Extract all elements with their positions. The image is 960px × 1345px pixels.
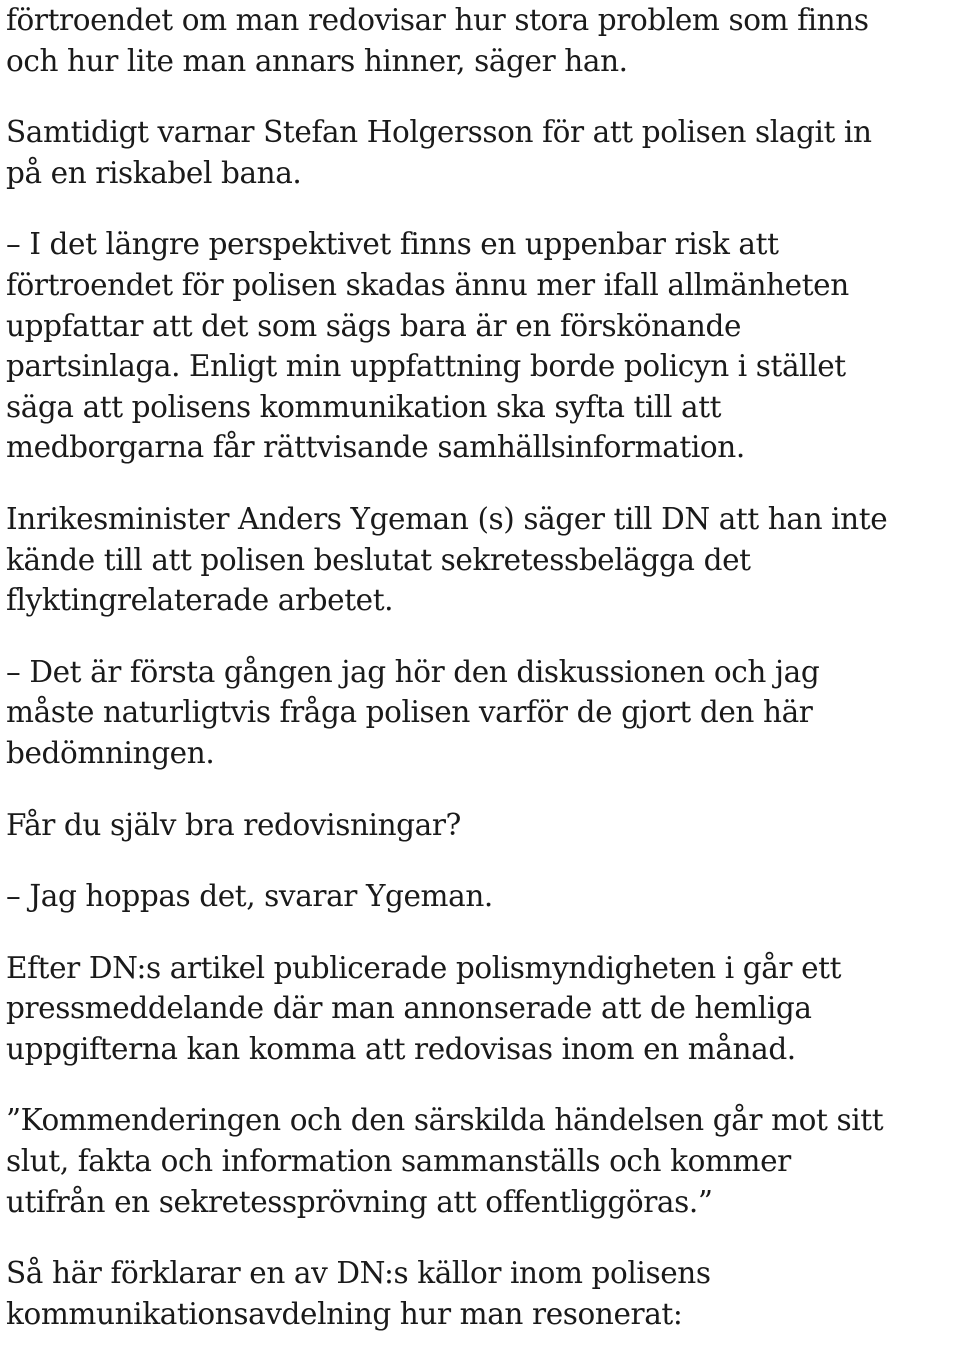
paragraph-spacer <box>6 917 956 948</box>
interview-question: Får du själv bra redovisningar? <box>6 807 461 842</box>
quote-paragraph-holgersson: – I det längre perspektivet finns en uppenbar risk att förtroendet för polisen skadas ännu mer ifall allmänheten uppfattar att det som sägs bara är en förskönande partsinlaga. Enligt min uppfattning borde policyn i stället säga att polisens kommunikation ska syfta till att medborgarna får rättvisande samhällsinformation. <box>6 227 849 465</box>
paragraph-spacer <box>6 774 956 805</box>
paragraph-ygeman-intro: Inrikesminister Anders Ygeman (s) säger till DN att han inte kände till att polisen beslutat sekretessbelägga det flyktingrelaterade arbetet. <box>6 501 888 618</box>
paragraph-spacer <box>6 621 956 652</box>
paragraph-1: förtroendet om man redovisar hur stora problem som finns och hur lite man annars hinner, säger han. <box>6 3 869 78</box>
paragraph-source: Så här förklarar en av DN:s källor inom polisens kommunikationsavdelning hur man resonerat: <box>6 1256 711 1331</box>
paragraph-spacer <box>6 468 956 499</box>
paragraph-spacer <box>6 1222 956 1253</box>
quote-paragraph-ygeman: – Det är första gången jag hör den diskussionen och jag måste naturligtvis fråga polisen varför de gjort den här bedömningen. <box>6 654 820 770</box>
paragraph-2: Samtidigt varnar Stefan Holgersson för att polisen slagit in på en riskabel bana. <box>6 115 872 190</box>
paragraph-press-release: Efter DN:s artikel publicerade polismyndigheten i går ett pressmeddelande där man annonserade att de hemliga uppgifterna kan komma att redovisas inom en månad. <box>6 950 842 1066</box>
interview-answer: – Jag hoppas det, svarar Ygeman. <box>6 879 493 914</box>
paragraph-spacer <box>6 845 956 876</box>
paragraph-spacer <box>6 1069 956 1100</box>
paragraph-spacer <box>6 193 956 224</box>
quote-paragraph-press-release: ”Kommenderingen och den särskilda händelsen går mot sitt slut, fakta och information sammanställs och kommer utifrån en sekretessprövning att offentliggöras.” <box>6 1103 884 1219</box>
paragraph-spacer <box>6 81 956 112</box>
